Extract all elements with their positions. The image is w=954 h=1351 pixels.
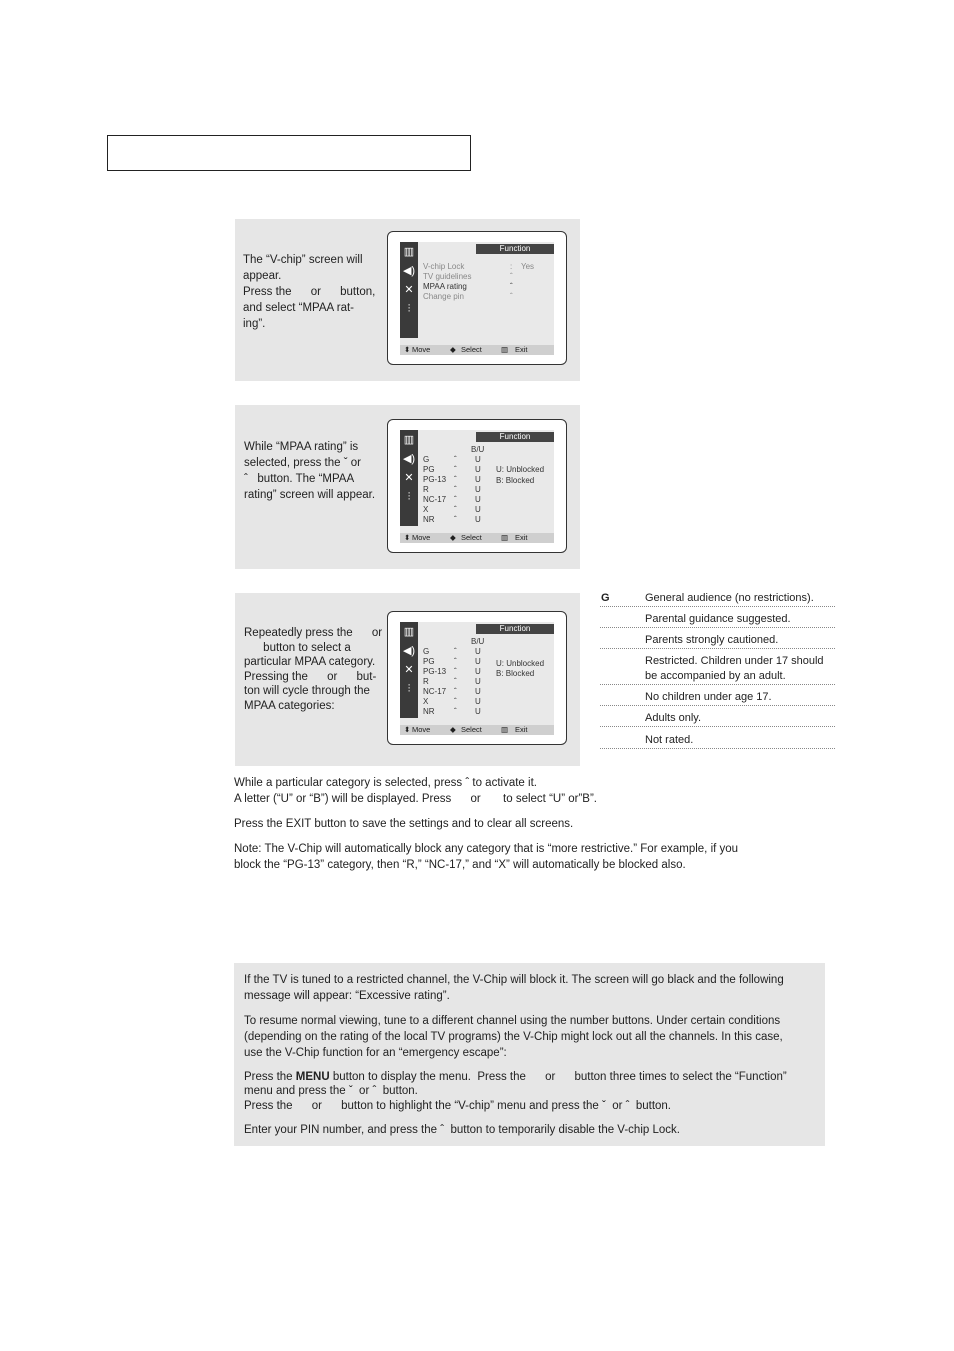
help-select: Select xyxy=(461,725,482,734)
sound-icon: ◀) xyxy=(402,645,416,657)
step-1-line: Press the or button, xyxy=(243,286,376,298)
step-2-line: While “MPAA rating” is xyxy=(244,441,359,453)
bu-header: B/U xyxy=(471,445,485,454)
section-header-box xyxy=(107,135,471,171)
rating-category: R xyxy=(423,485,429,494)
note-text: message will appear: “Excessive rating”. xyxy=(244,990,450,1002)
rating-category: PG xyxy=(423,657,435,666)
legend-row xyxy=(600,591,835,607)
legend-blocked: B: Blocked xyxy=(496,669,535,678)
rating-category: NR xyxy=(423,707,435,716)
select-icon: ◆ xyxy=(450,725,456,734)
step-1-panel xyxy=(235,219,580,381)
menu-value: ˆ xyxy=(510,282,513,291)
instruction-select-ub: A letter (“U” or “B”) will be displayed. Press or to select “U” or”B”. xyxy=(234,793,597,805)
exit-icon: ▥ xyxy=(501,725,509,734)
note-text-part: Press the xyxy=(244,1071,296,1083)
step-2-panel xyxy=(235,405,580,569)
rating-category: X xyxy=(423,697,429,706)
tv-menu-sidebar xyxy=(400,430,418,526)
step-3-line: ton will cycle through the xyxy=(244,685,370,697)
menu-button-name: MENU xyxy=(295,1071,330,1083)
tv-screen-vchip xyxy=(387,231,567,365)
legend-unblocked: U: Unblocked xyxy=(496,659,545,668)
help-move: Move xyxy=(412,533,431,542)
function-title: Function xyxy=(476,432,554,442)
caret-column: ˆ ˆ ˆ ˆ ˆ ˆ ˆ xyxy=(454,647,457,716)
step-2-line: selected, press the ˇ or xyxy=(244,457,361,469)
rating-value: U xyxy=(475,657,481,666)
tv-help-bar xyxy=(400,345,554,355)
rating-category: PG-13 xyxy=(423,475,447,484)
step-1-line: ing”. xyxy=(243,318,266,330)
legend-code: G xyxy=(601,592,610,604)
step-1-line: and select “MPAA rat- xyxy=(243,302,354,314)
step-3-text xyxy=(244,626,382,713)
picture-icon: ▥ xyxy=(403,434,415,446)
tv-help-bar xyxy=(400,533,554,543)
rating-category: PG-13 xyxy=(423,667,447,676)
sound-icon: ◀) xyxy=(402,265,416,277)
help-select: Select xyxy=(461,533,482,542)
rating-value: U xyxy=(475,647,481,656)
step-1-text xyxy=(243,252,375,332)
note-text: use the V-Chip function for an “emergency escape”: xyxy=(244,1047,507,1059)
menu-item-tv-guidelines: TV guidelines xyxy=(423,272,472,281)
move-icon: ⬍ xyxy=(404,345,411,354)
step-3-line: button to select a xyxy=(244,641,351,654)
note-text: (depending on the rating of the local TV programs) the V-Chip might lock out all the channels. In this case, xyxy=(244,1031,783,1043)
rating-value: U xyxy=(475,485,481,494)
tv-screen-mpaa-cycle xyxy=(387,611,567,745)
note-text: Enter your PIN number, and press the ˆ button to temporarily disable the V-chip Lock. xyxy=(244,1124,680,1136)
legend-row xyxy=(600,654,835,685)
legend-unblocked: U: Unblocked xyxy=(496,465,545,474)
step-3-line: MPAA categories: xyxy=(244,699,335,712)
legend-row xyxy=(600,633,835,649)
emergency-escape-note xyxy=(234,963,825,1146)
rating-category: R xyxy=(423,677,429,686)
channel-icon: ✕ xyxy=(404,284,414,296)
select-icon: ◆ xyxy=(450,533,456,542)
menu-item-vchip-lock: V-chip Lock xyxy=(423,262,465,271)
help-move: Move xyxy=(412,345,431,354)
tv-menu-sidebar xyxy=(400,622,418,718)
step-3-line: particular MPAA category. xyxy=(244,656,376,668)
legend-row xyxy=(600,711,835,727)
rating-category: NC-17 xyxy=(423,495,447,504)
bu-header: B/U xyxy=(471,637,485,646)
rating-value: U xyxy=(475,505,481,514)
setup-icon: ⫶ xyxy=(407,491,411,503)
move-icon: ⬍ xyxy=(404,725,411,734)
legend-desc: Not rated. xyxy=(645,734,694,746)
legend-desc: Adults only. xyxy=(645,712,702,724)
rating-value: U xyxy=(475,677,481,686)
note-text-part: button to display the menu. Press the or button three times to select the “Function” xyxy=(329,1071,787,1083)
note-text: If the TV is tuned to a restricted channel, the V-Chip will block it. The screen will go black and the following xyxy=(244,974,784,986)
step-1-line: appear. xyxy=(243,270,282,282)
rating-value: U xyxy=(475,465,481,474)
move-icon: ⬍ xyxy=(404,533,411,542)
step-1-line: The “V-chip” screen will xyxy=(243,254,363,266)
channel-icon: ✕ xyxy=(404,472,414,484)
help-exit: Exit xyxy=(515,725,528,734)
help-move: Move xyxy=(412,725,431,734)
exit-icon: ▥ xyxy=(501,533,509,542)
rating-category: PG xyxy=(423,465,435,474)
legend-desc: General audience (no restrictions). xyxy=(645,592,814,604)
rating-category: NC-17 xyxy=(423,687,447,696)
select-icon: ◆ xyxy=(450,345,456,354)
picture-icon: ▥ xyxy=(403,246,415,258)
function-title: Function xyxy=(476,624,554,634)
rating-value: U xyxy=(475,495,481,504)
legend-row xyxy=(600,612,835,628)
tv-screen-mpaa xyxy=(387,419,567,553)
tv-help-bar xyxy=(400,725,554,735)
legend-desc: No children under age 17. xyxy=(645,691,772,703)
step-3-panel xyxy=(235,593,580,766)
menu-value: ˆ xyxy=(510,272,513,281)
step-2-line: ˆ button. The “MPAA xyxy=(244,473,355,485)
note-text: To resume normal viewing, tune to a different channel using the number buttons. Under certain conditions xyxy=(244,1015,781,1027)
rating-category: G xyxy=(423,455,430,464)
function-title: Function xyxy=(476,244,554,254)
channel-icon: ✕ xyxy=(404,664,414,676)
rating-value: U xyxy=(475,687,481,696)
rating-value: U xyxy=(475,707,481,716)
legend-desc: Restricted. Children under 17 should be accompanied by an adult. xyxy=(645,655,824,682)
rating-value: U xyxy=(475,475,481,484)
rating-value: U xyxy=(475,697,481,706)
instruction-exit: Press the EXIT button to save the settings and to clear all screens. xyxy=(234,818,574,830)
legend-desc: Parents strongly cautioned. xyxy=(645,634,779,646)
legend-row xyxy=(600,733,835,749)
step-2-line: rating” screen will appear. xyxy=(244,489,376,501)
sound-icon: ◀) xyxy=(402,453,416,465)
rating-value: U xyxy=(475,455,481,464)
instruction-activate: While a particular category is selected, press ˆ to activate it. xyxy=(234,777,537,789)
step-3-line: Pressing the or but- xyxy=(244,670,377,683)
legend-blocked: B: Blocked xyxy=(496,476,535,485)
note-line: Note: The V-Chip will automatically block any category that is “more restrictive.” For example, if you xyxy=(234,843,739,855)
rating-category: NR xyxy=(423,515,435,524)
note-text: Press the or button to highlight the “V-chip” menu and press the ˇ or ˆ button. xyxy=(244,1100,671,1112)
help-exit: Exit xyxy=(515,533,528,542)
exit-icon: ▥ xyxy=(501,345,509,354)
rating-category: G xyxy=(423,647,430,656)
setup-icon: ⫶ xyxy=(407,683,411,695)
rating-value: U xyxy=(475,515,481,524)
menu-item-change-pin: Change pin xyxy=(423,292,464,301)
picture-icon: ▥ xyxy=(403,626,415,638)
menu-item-mpaa-rating: MPAA rating xyxy=(423,282,467,291)
help-select: Select xyxy=(461,345,482,354)
note-text: menu and press the ˇ or ˆ button. xyxy=(244,1085,418,1097)
caret-column: ˆ ˆ ˆ ˆ ˆ ˆ ˆ xyxy=(454,455,457,524)
setup-icon: ⫶ xyxy=(407,303,411,315)
step-2-text xyxy=(244,439,375,503)
rating-category: X xyxy=(423,505,429,514)
rating-value: U xyxy=(475,667,481,676)
legend-desc: Parental guidance suggested. xyxy=(645,613,791,625)
step-3-line: Repeatedly press the or xyxy=(244,627,383,639)
menu-value: : Yes xyxy=(510,262,535,271)
menu-value: ˆ xyxy=(510,292,513,301)
legend-row xyxy=(600,690,835,706)
tv-menu-sidebar xyxy=(400,242,418,338)
help-exit: Exit xyxy=(515,345,528,354)
note-line: block the “PG-13” category, then “R,” “NC-17,” and “X” will automatically be blocked also. xyxy=(234,859,686,871)
